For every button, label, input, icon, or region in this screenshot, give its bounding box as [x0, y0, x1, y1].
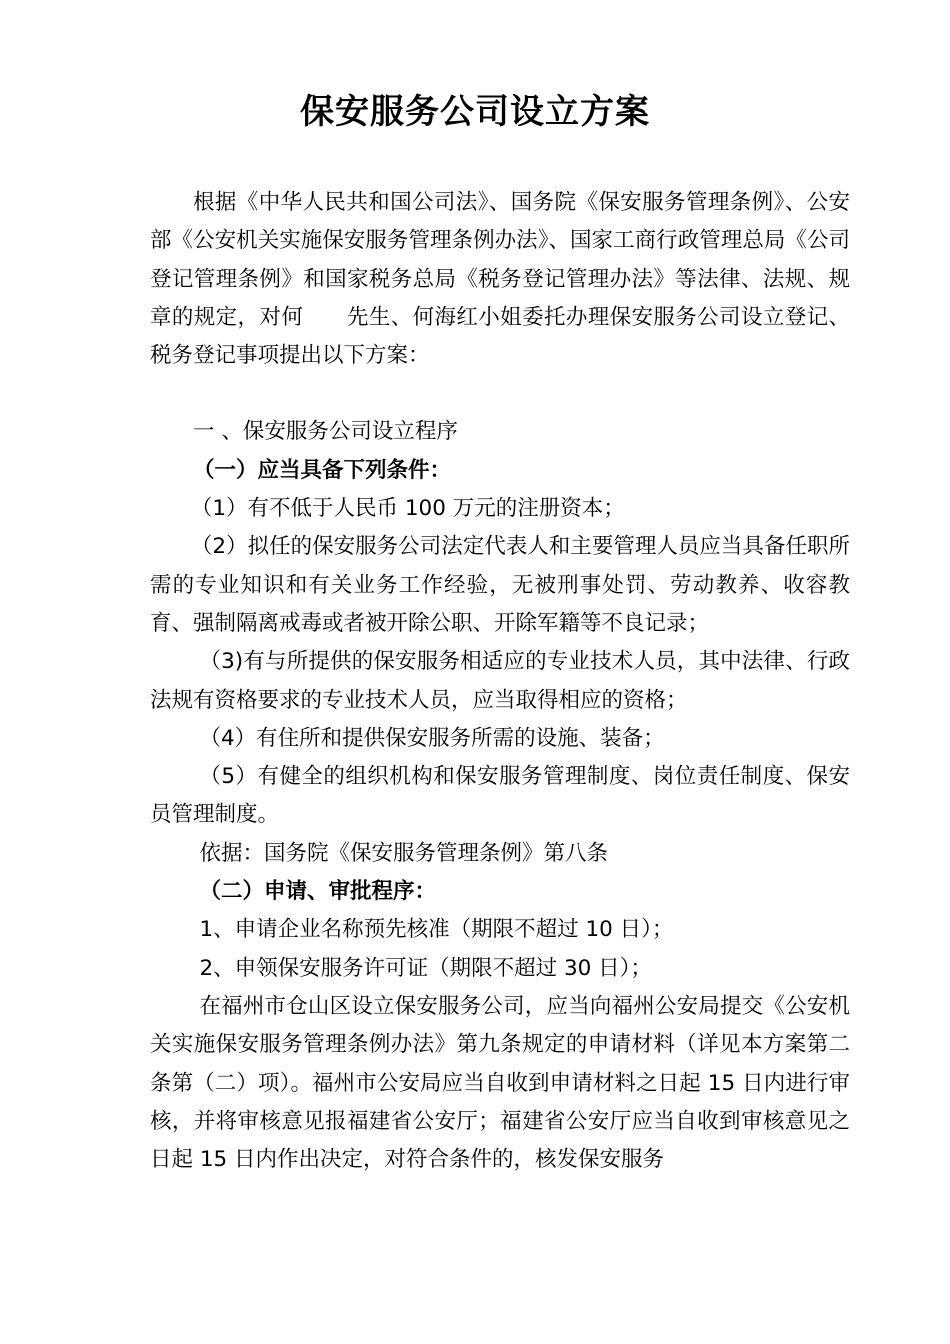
legal-basis: 依据：国务院《保安服务管理条例》第八条: [199, 840, 608, 866]
section-heading: 一 、保安服务公司设立程序: [193, 419, 458, 445]
procedure-step: 1、申请企业名称预先核准（期限不超过 10 日）；: [199, 917, 674, 943]
condition-item: （2）拟任的保安服务公司法定代表人和主要管理人员应当具备任职所需的专业知识和有关业务工作经验，无被刑事处罚、劳动教养、收容教育、强制隔离戒毒或者被开除公职、开除军籍等不良记录；: [150, 534, 850, 636]
condition-item: （5）有健全的组织机构和保安服务管理制度、岗位责任制度、保安员管理制度。: [150, 764, 850, 828]
condition-item: （3)有与所提供的保安服务相适应的专业技术人员，其中法律、行政法规有资格要求的专业技术人员，应当取得相应的资格；: [150, 649, 850, 713]
subsection-heading: （一）应当具备下列条件：: [193, 457, 452, 483]
procedure-paragraph: 在福州市仓山区设立保安服务公司，应当向福州公安局提交《公安机关实施保安服务管理条例办法》第九条规定的申请材料（详见本方案第二条第（二）项）。福州市公安局应当自收到申请材料之日起 15 日内进行审核，并将审核意见报福建省公安厅；福建省公安厅应当自收到审核意见之日起 15 日内作出决定，对符合条件的，核发保安服务: [150, 993, 850, 1173]
procedure-step: 2、申领保安服务许可证（期限不超过 30 日）；: [199, 955, 652, 981]
condition-item: （1）有不低于人民币 100 万元的注册资本；: [190, 496, 625, 522]
document-body: [150, 184, 850, 1179]
subsection-heading: （二）申请、审批程序：: [199, 879, 436, 905]
intro-paragraph: 根据《中华人民共和国公司法》、国务院《保安服务管理条例》、公安部《公安机关实施保安服务管理条例办法》、国家工商行政管理总局《公司登记管理条例》和国家税务总局《税务登记管理办法》等法律、法规、规章的规定，对何 先生、何海红小姐委托办理保安服务公司设立登记、税务登记事项提出以下方案：: [150, 190, 850, 369]
paragraph-spacer: [150, 375, 850, 413]
document-title: 保安服务公司设立方案: [300, 92, 650, 132]
condition-item: （4）有住所和提供保安服务所需的设施、装备；: [199, 725, 665, 751]
